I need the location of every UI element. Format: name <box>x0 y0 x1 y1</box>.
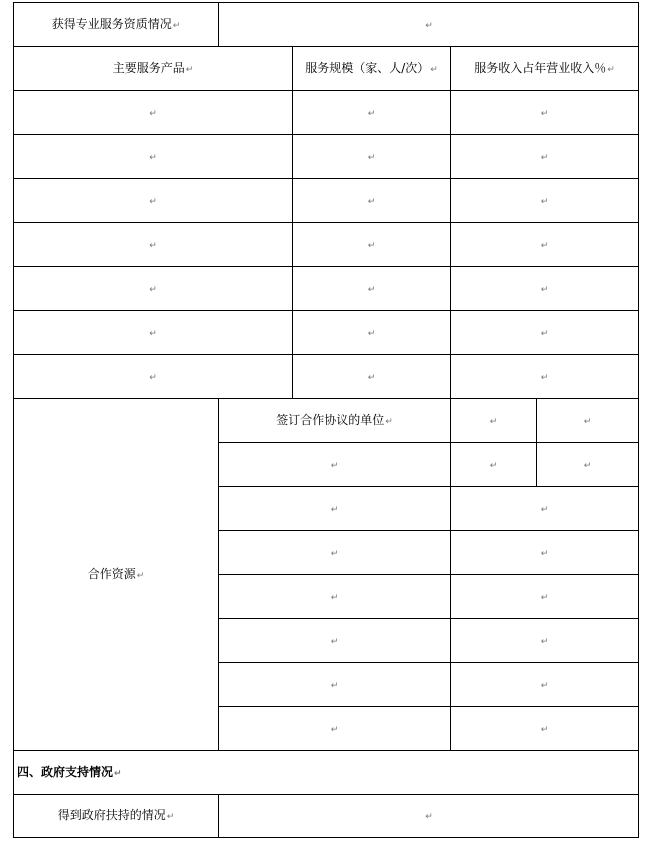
service-product-cell[interactable] <box>14 355 293 399</box>
service-ratio-cell[interactable] <box>451 91 639 135</box>
paragraph-mark: ↵ <box>489 460 498 471</box>
paragraph-mark: ↵ <box>149 284 157 295</box>
form-table <box>13 2 639 838</box>
paragraph-mark: ↵ <box>330 460 339 471</box>
paragraph-mark: ↵ <box>330 592 339 603</box>
paragraph-mark: ↵ <box>114 768 122 779</box>
paragraph-mark: ↵ <box>540 240 549 251</box>
paragraph-mark: ↵ <box>607 64 615 75</box>
paragraph-mark: ↵ <box>367 108 376 119</box>
service-ratio-cell[interactable] <box>451 311 639 355</box>
paragraph-mark: ↵ <box>367 196 376 207</box>
cooperation-detail-cell[interactable] <box>451 663 639 707</box>
paragraph-mark: ↵ <box>385 416 393 427</box>
paragraph-mark: ↵ <box>425 812 433 822</box>
header-scale-cell <box>293 47 451 91</box>
service-scale-cell[interactable] <box>293 223 451 267</box>
paragraph-mark: ↵ <box>185 64 194 75</box>
cooperation-unit-cell[interactable] <box>219 575 451 619</box>
paragraph-mark: ↵ <box>583 460 592 471</box>
paragraph-mark: ↵ <box>166 812 175 822</box>
paragraph-mark: ↵ <box>540 680 549 691</box>
service-row <box>14 267 639 311</box>
service-scale-cell[interactable] <box>293 355 451 399</box>
header-scale: 服务规模（家、人/次） <box>305 60 430 75</box>
paragraph-mark: ↵ <box>330 548 339 559</box>
government-row <box>14 795 639 838</box>
qualification-label-cell <box>14 3 219 47</box>
paragraph-mark: ↵ <box>149 196 157 207</box>
government-label-cell <box>14 795 219 838</box>
service-scale-cell[interactable] <box>293 91 451 135</box>
service-row <box>14 91 639 135</box>
paragraph-mark: ↵ <box>540 724 549 735</box>
paragraph-mark: ↵ <box>149 152 157 163</box>
paragraph-mark: ↵ <box>330 724 339 735</box>
service-ratio-cell[interactable] <box>451 267 639 311</box>
paragraph-mark: ↵ <box>367 240 376 251</box>
cooperation-col2-cell[interactable] <box>451 443 537 487</box>
service-product-cell[interactable] <box>14 311 293 355</box>
header-product-cell <box>14 47 293 91</box>
paragraph-mark: ↵ <box>149 108 157 119</box>
cooperation-unit-cell[interactable] <box>219 707 451 751</box>
cooperation-detail-cell[interactable] <box>451 575 639 619</box>
cooperation-unit-cell[interactable] <box>219 663 451 707</box>
qualification-value-cell[interactable] <box>219 3 639 47</box>
paragraph-mark: ↵ <box>540 152 549 163</box>
service-product-cell[interactable] <box>14 91 293 135</box>
paragraph-mark: ↵ <box>367 372 376 383</box>
service-row <box>14 135 639 179</box>
header-ratio: 服务收入占年营业收入％ <box>474 60 607 75</box>
header-product: 主要服务产品 <box>112 60 185 75</box>
cooperation-unit-cell[interactable] <box>219 531 451 575</box>
qualification-label: 获得专业服务资质情况 <box>51 16 172 31</box>
cooperation-unit-cell[interactable] <box>219 619 451 663</box>
service-ratio-cell[interactable] <box>451 355 639 399</box>
cooperation-unit-cell[interactable] <box>219 487 451 531</box>
paragraph-mark: ↵ <box>149 328 157 339</box>
cooperation-unit-cell[interactable] <box>219 443 451 487</box>
section4-title: 四、政府支持情况 <box>17 764 114 779</box>
paragraph-mark: ↵ <box>330 680 339 691</box>
paragraph-mark: ↵ <box>330 504 339 515</box>
service-scale-cell[interactable] <box>293 267 451 311</box>
cooperation-detail-cell[interactable] <box>451 531 639 575</box>
section4-row <box>14 751 639 795</box>
cooperation-label-cell <box>14 399 219 751</box>
paragraph-mark: ↵ <box>540 372 549 383</box>
services-header-row <box>14 47 639 91</box>
paragraph-mark: ↵ <box>540 548 549 559</box>
service-product-cell[interactable] <box>14 267 293 311</box>
cooperation-detail-cell[interactable] <box>451 619 639 663</box>
paragraph-mark: ↵ <box>540 328 549 339</box>
service-product-cell[interactable] <box>14 223 293 267</box>
qualification-row <box>14 3 639 47</box>
service-row <box>14 179 639 223</box>
service-ratio-cell[interactable] <box>451 179 639 223</box>
service-row <box>14 311 639 355</box>
service-ratio-cell[interactable] <box>451 223 639 267</box>
service-scale-cell[interactable] <box>293 311 451 355</box>
paragraph-mark: ↵ <box>583 416 592 427</box>
paragraph-mark: ↵ <box>149 240 157 251</box>
service-product-cell[interactable] <box>14 135 293 179</box>
service-scale-cell[interactable] <box>293 135 451 179</box>
paragraph-mark: ↵ <box>367 152 376 163</box>
paragraph-mark: ↵ <box>172 20 181 31</box>
header-ratio-cell <box>451 47 639 91</box>
paragraph-mark: ↵ <box>540 592 549 603</box>
paragraph-mark: ↵ <box>136 570 145 581</box>
cooperation-detail-cell[interactable] <box>451 487 639 531</box>
service-row <box>14 223 639 267</box>
government-label: 得到政府扶持的情况 <box>57 808 166 822</box>
service-scale-cell[interactable] <box>293 179 451 223</box>
service-ratio-cell[interactable] <box>451 135 639 179</box>
paragraph-mark: ↵ <box>430 64 438 75</box>
paragraph-mark: ↵ <box>367 284 376 295</box>
cooperation-unit-header: 签订合作协议的单位 <box>276 412 385 427</box>
paragraph-mark: ↵ <box>540 636 549 647</box>
paragraph-mark: ↵ <box>149 372 157 383</box>
cooperation-label: 合作资源 <box>87 566 136 581</box>
cooperation-detail-cell[interactable] <box>451 707 639 751</box>
paragraph-mark: ↵ <box>540 504 549 515</box>
paragraph-mark: ↵ <box>540 196 549 207</box>
paragraph-mark: ↵ <box>367 328 376 339</box>
cooperation-col3-cell[interactable] <box>537 443 639 487</box>
paragraph-mark: ↵ <box>540 108 549 119</box>
paragraph-mark: ↵ <box>540 284 549 295</box>
paragraph-mark: ↵ <box>489 416 498 427</box>
government-value-cell[interactable] <box>219 795 639 838</box>
cooperation-header-col2-cell[interactable] <box>451 399 537 443</box>
cooperation-unit-header-cell <box>219 399 451 443</box>
cooperation-header-col3-cell[interactable] <box>537 399 639 443</box>
service-product-cell[interactable] <box>14 179 293 223</box>
section4-title-cell <box>14 751 639 795</box>
cooperation-header-row <box>14 399 639 443</box>
service-row <box>14 355 639 399</box>
paragraph-mark: ↵ <box>425 20 433 31</box>
paragraph-mark: ↵ <box>330 636 339 647</box>
